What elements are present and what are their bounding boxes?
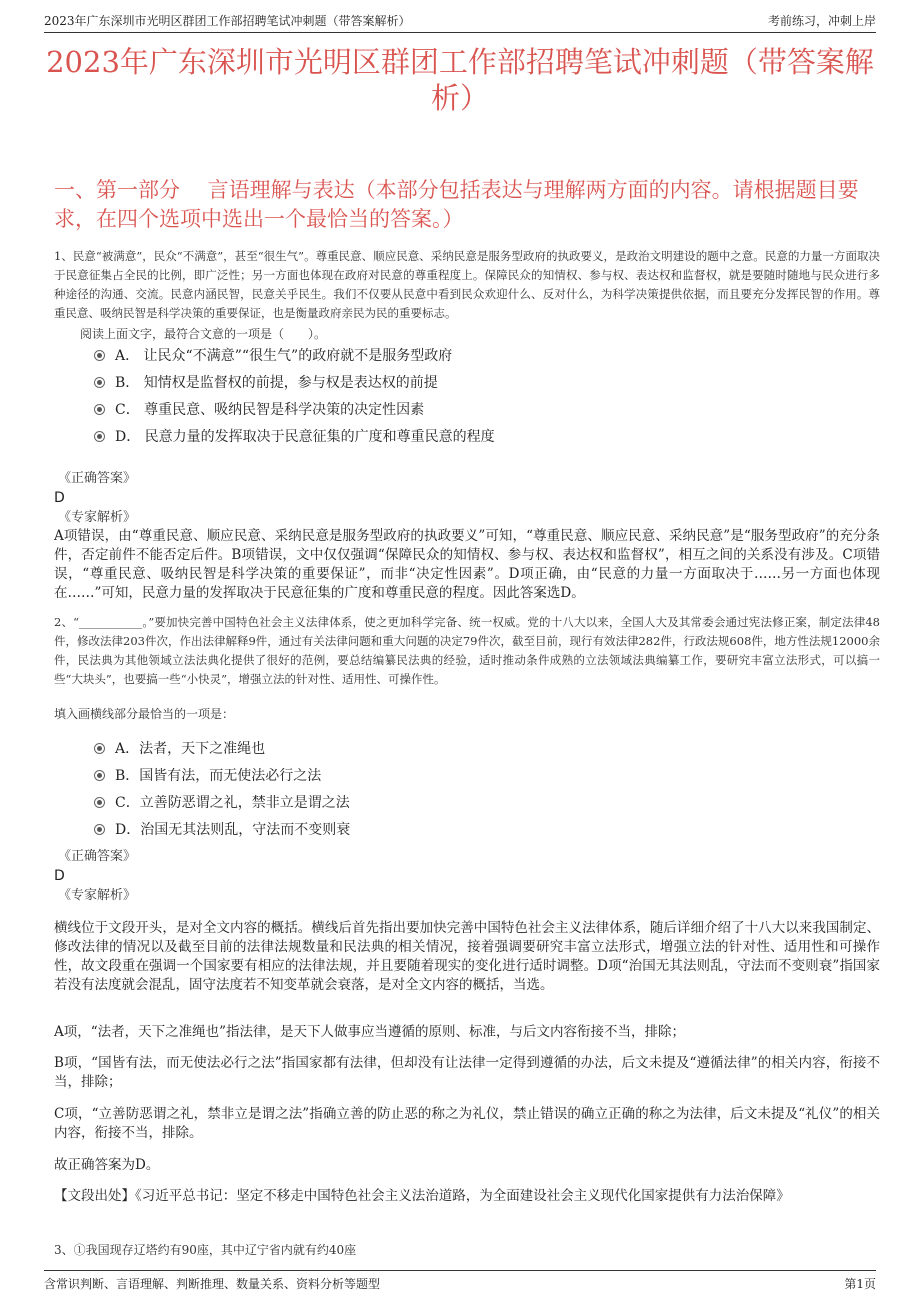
header-slogan: 考前练习，冲刺上岸 <box>767 14 876 28</box>
radio-icon[interactable] <box>94 824 105 835</box>
q2-option-c[interactable]: C．立善防恶谓之礼，禁非立是谓之法 <box>94 794 350 812</box>
radio-icon[interactable] <box>94 770 105 781</box>
page-header <box>44 10 876 33</box>
q2-correct-label: 《正确答案》 <box>58 849 137 864</box>
q1-prompt: 阅读上面文字，最符合文意的一项是（ ）。 <box>80 327 327 341</box>
page-title: 2023年广东深圳市光明区群团工作部招聘笔试冲刺题（带答案解析） <box>46 45 874 115</box>
radio-icon[interactable] <box>94 797 105 808</box>
q1-analysis: A项错误，由“尊重民意、顺应民意、采纳民意是服务型政府的执政要义”可知，“尊重民意、顺应民意、采纳民意”是“服务型政府”的充分条件，否定前件不能否定后件。B项错误，文中仅仅强调“保障民众的知情权、参与权、表达权和监督权”，相互之间的关系没有涉及。C项错误，“尊重民意、吸纳民智是科学决策的重要保证”，而非“决定性因素”。D项正确，由“民意的力量一方面取决于……另一方面也体现在……”可知，民意力量的发挥取决于民意征集的广度和尊重民意的程度。因此答案选D。 <box>54 528 880 601</box>
q2-stem: 2、“___________。”要加快完善中国特色社会主义法律体系，使之更加科学完备、统一权威。党的十八大以来，全国人大及其常委会通过宪法修正案，制定法律48件，修改法律203件次，作出法律解释9件，通过有关法律问题和重大问题的决定79件次，截至目前，现行有效法律282件，行政法规608件，地方性法规12000余件，民法典为其他领域立法法典化提供了很好的范例，要总结编纂民法典的经验，适时推动条件成熟的立法领域法典编纂工作，要研究丰富立法形式，可以搞一些“大块头”，也要搞一些“小快灵”，增强立法的针对性、适用性、可操作性。 <box>54 615 880 686</box>
section-heading: 一、第一部分 言语理解与表达（本部分包括表达与理解两方面的内容。请根据题目要求，在四个选项中选出一个最恰当的答案。） <box>54 178 859 231</box>
radio-icon[interactable] <box>94 377 105 388</box>
q3-stem: 3、①我国现存辽塔约有90座，其中辽宁省内就有约40座 <box>54 1243 357 1257</box>
q2-analysis-option-c: C项，“立善防恶谓之礼，禁非立是谓之法”指确立善的防止恶的称之为礼仪，禁止错误的确立正确的称之为法律，后文未提及“礼仪”的相关内容，衔接不当，排除。 <box>54 1106 880 1141</box>
q2-analysis-option-a: A项，“法者，天下之准绳也”指法律，是天下人做事应当遵循的原则、标准，与后文内容衔接不当，排除； <box>54 1024 686 1040</box>
q1-option-b[interactable]: B． 知情权是监督权的前提，参与权是表达权的前提 <box>94 374 438 392</box>
header-doc-title: 2023年广东深圳市光明区群团工作部招聘笔试冲刺题（带答案解析） <box>44 14 411 28</box>
q1-analysis-label: 《专家解析》 <box>58 510 137 525</box>
q1-option-c[interactable]: C． 尊重民意、吸纳民智是科学决策的决定性因素 <box>94 401 424 419</box>
q2-prompt: 填入画横线部分最恰当的一项是： <box>54 707 235 721</box>
q1-option-d[interactable]: D． 民意力量的发挥取决于民意征集的广度和尊重民意的程度 <box>94 428 495 446</box>
footer-note: 含常识判断、言语理解、判断推理、数量关系、资料分析等题型 <box>44 1277 381 1291</box>
q2-answer: D <box>54 868 65 884</box>
page-footer <box>44 1270 876 1293</box>
q1-answer: D <box>54 490 65 506</box>
radio-icon[interactable] <box>94 350 105 361</box>
q2-option-b[interactable]: B．国皆有法，而无使法必行之法 <box>94 767 321 785</box>
q2-analysis-label: 《专家解析》 <box>58 888 137 903</box>
q2-analysis-summary: 横线位于文段开头，是对全文内容的概括。横线后首先指出要加快完善中国特色社会主义法律体系，随后详细介绍了十八大以来我国制定、修改法律的情况以及截至目前的法律法规数量和民法典的相关情况，接着强调要研究丰富立法形式，增强立法的针对性、适用性和可操作性，故文段重在强调一个国家要有相应的法律法规，并且要随着现实的变化进行适时调整。D项“治国无其法则乱，守法而不变则衰”指国家若没有法度就会混乱，固守法度若不知变革就会衰落，是对全文内容的概括，当选。 <box>54 920 880 993</box>
radio-icon[interactable] <box>94 743 105 754</box>
q1-correct-label: 《正确答案》 <box>58 471 137 486</box>
page-number: 第1页 <box>844 1277 876 1291</box>
radio-icon[interactable] <box>94 404 105 415</box>
q2-option-d[interactable]: D．治国无其法则乱，守法而不变则衰 <box>94 821 350 839</box>
q1-stem: 1、民意“被满意”，民众“不满意”，甚至“很生气”。尊重民意、顺应民意、采纳民意是服务型政府的执政要义，是政治文明建设的题中之意。民意的力量一方面取决于民意征集占全民的比例，即广泛性；另一方面也体现在政府对民意的尊重程度上。保障民众的知情权、参与权、表达权和监督权，就是要随时随地与民众进行多种途径的沟通、交流。民意内涵民智，民意关乎民生。我们不仅要从民意中看到民众欢迎什么、反对什么，为科学决策提供依据，而且要充分发挥民智的作用。尊重民意、吸纳民智是科学决策的重要保证，也是衡量政府亲民为民的重要标志。 <box>54 249 880 320</box>
q2-analysis-option-b: B项，“国皆有法，而无使法必行之法”指国家都有法律，但却没有让法律一定得到遵循的办法，后文未提及“遵循法律”的相关内容，衔接不当，排除； <box>54 1055 880 1090</box>
q2-option-a[interactable]: A．法者，天下之准绳也 <box>94 740 265 758</box>
radio-icon[interactable] <box>94 431 105 442</box>
q2-final-answer: 故正确答案为D。 <box>54 1157 160 1173</box>
q1-option-a[interactable]: A． 让民众“不满意”“很生气”的政府就不是服务型政府 <box>94 347 452 365</box>
q2-source: 【文段出处】《习近平总书记：坚定不移走中国特色社会主义法治道路，为全面建设社会主义现代化国家提供有力法治保障》 <box>54 1188 790 1204</box>
